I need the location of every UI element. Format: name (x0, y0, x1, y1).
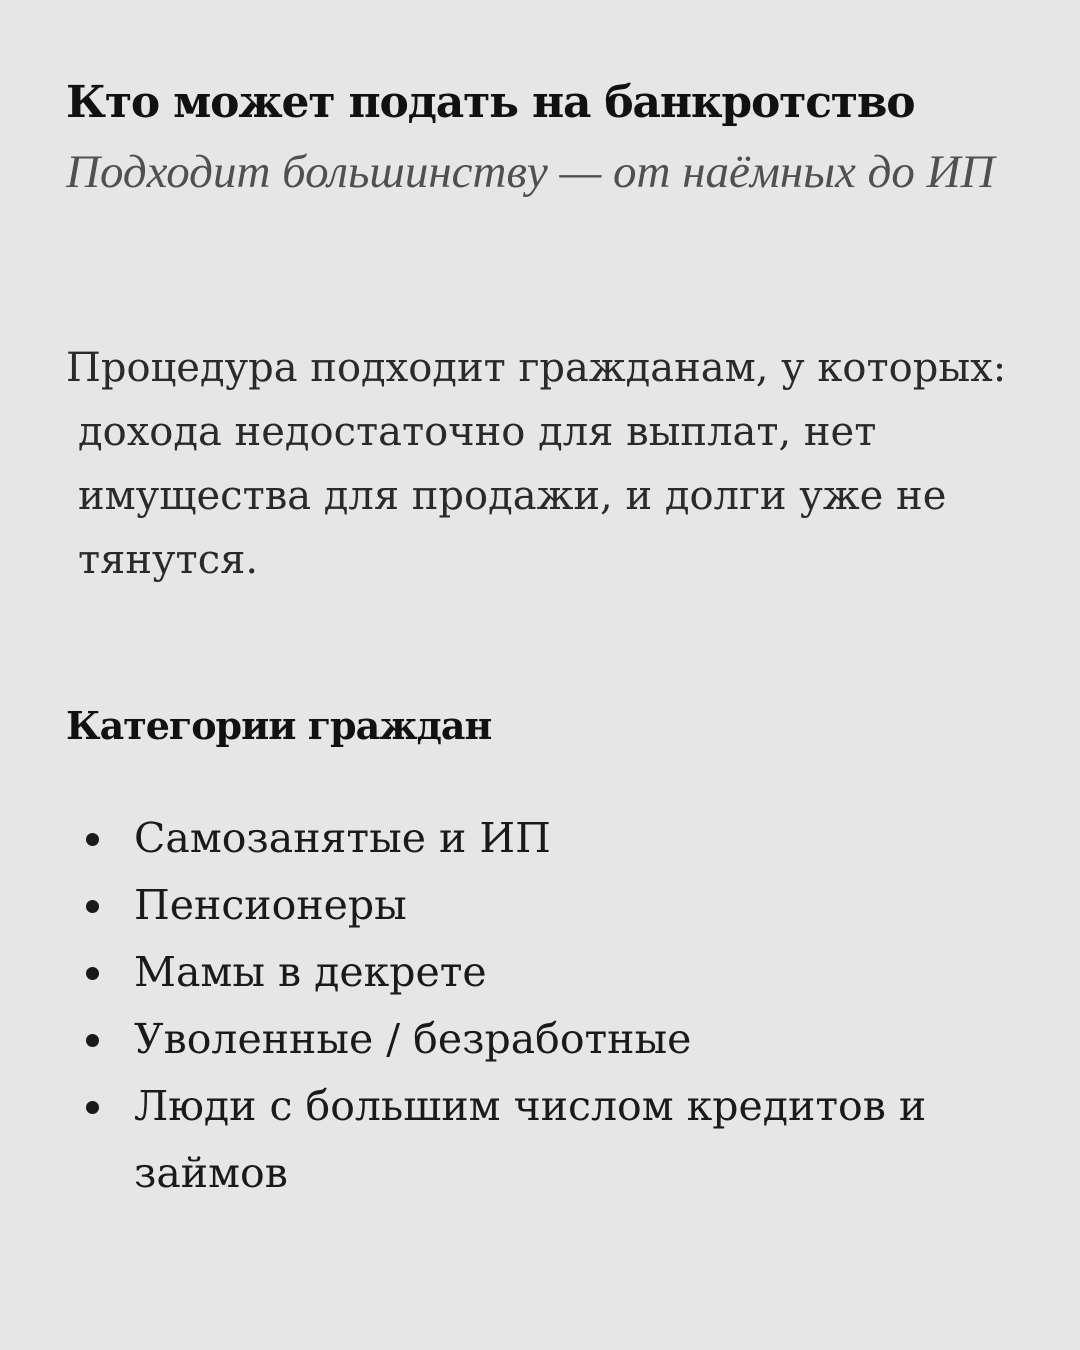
list-item (80, 1073, 1000, 1207)
list-item-text: Мамы в декрете (134, 948, 487, 996)
page-title: Кто может подать на банкротство (66, 77, 915, 128)
page-subtitle: Подходит большинству — от наёмных до ИП (66, 146, 995, 198)
bullet-icon (86, 1101, 99, 1114)
list-item (80, 1006, 1000, 1073)
categories-list (80, 805, 1000, 1207)
list-item (80, 939, 1000, 1006)
bullet-icon (86, 833, 99, 846)
list-item (80, 805, 1000, 872)
categories-heading: Категории граждан (66, 703, 492, 748)
bullet-icon (86, 900, 99, 913)
list-item-text: Люди с большим числом кредитов и займов (134, 1082, 927, 1197)
list-item (80, 872, 1000, 939)
intro-line-2: дохода недостаточно для выплат, нет имущества для продажи, и долги уже не тянутся. (78, 409, 947, 583)
intro-line-1: Процедура подходит гражданам, у которых: (66, 345, 1007, 391)
bullet-icon (86, 967, 99, 980)
list-item-text: Уволенные / безработные (134, 1015, 692, 1063)
bullet-icon (86, 1034, 99, 1047)
list-item-text: Пенсионеры (134, 881, 407, 929)
intro-paragraph (66, 336, 1026, 592)
list-item-text: Самозанятые и ИП (134, 814, 551, 862)
